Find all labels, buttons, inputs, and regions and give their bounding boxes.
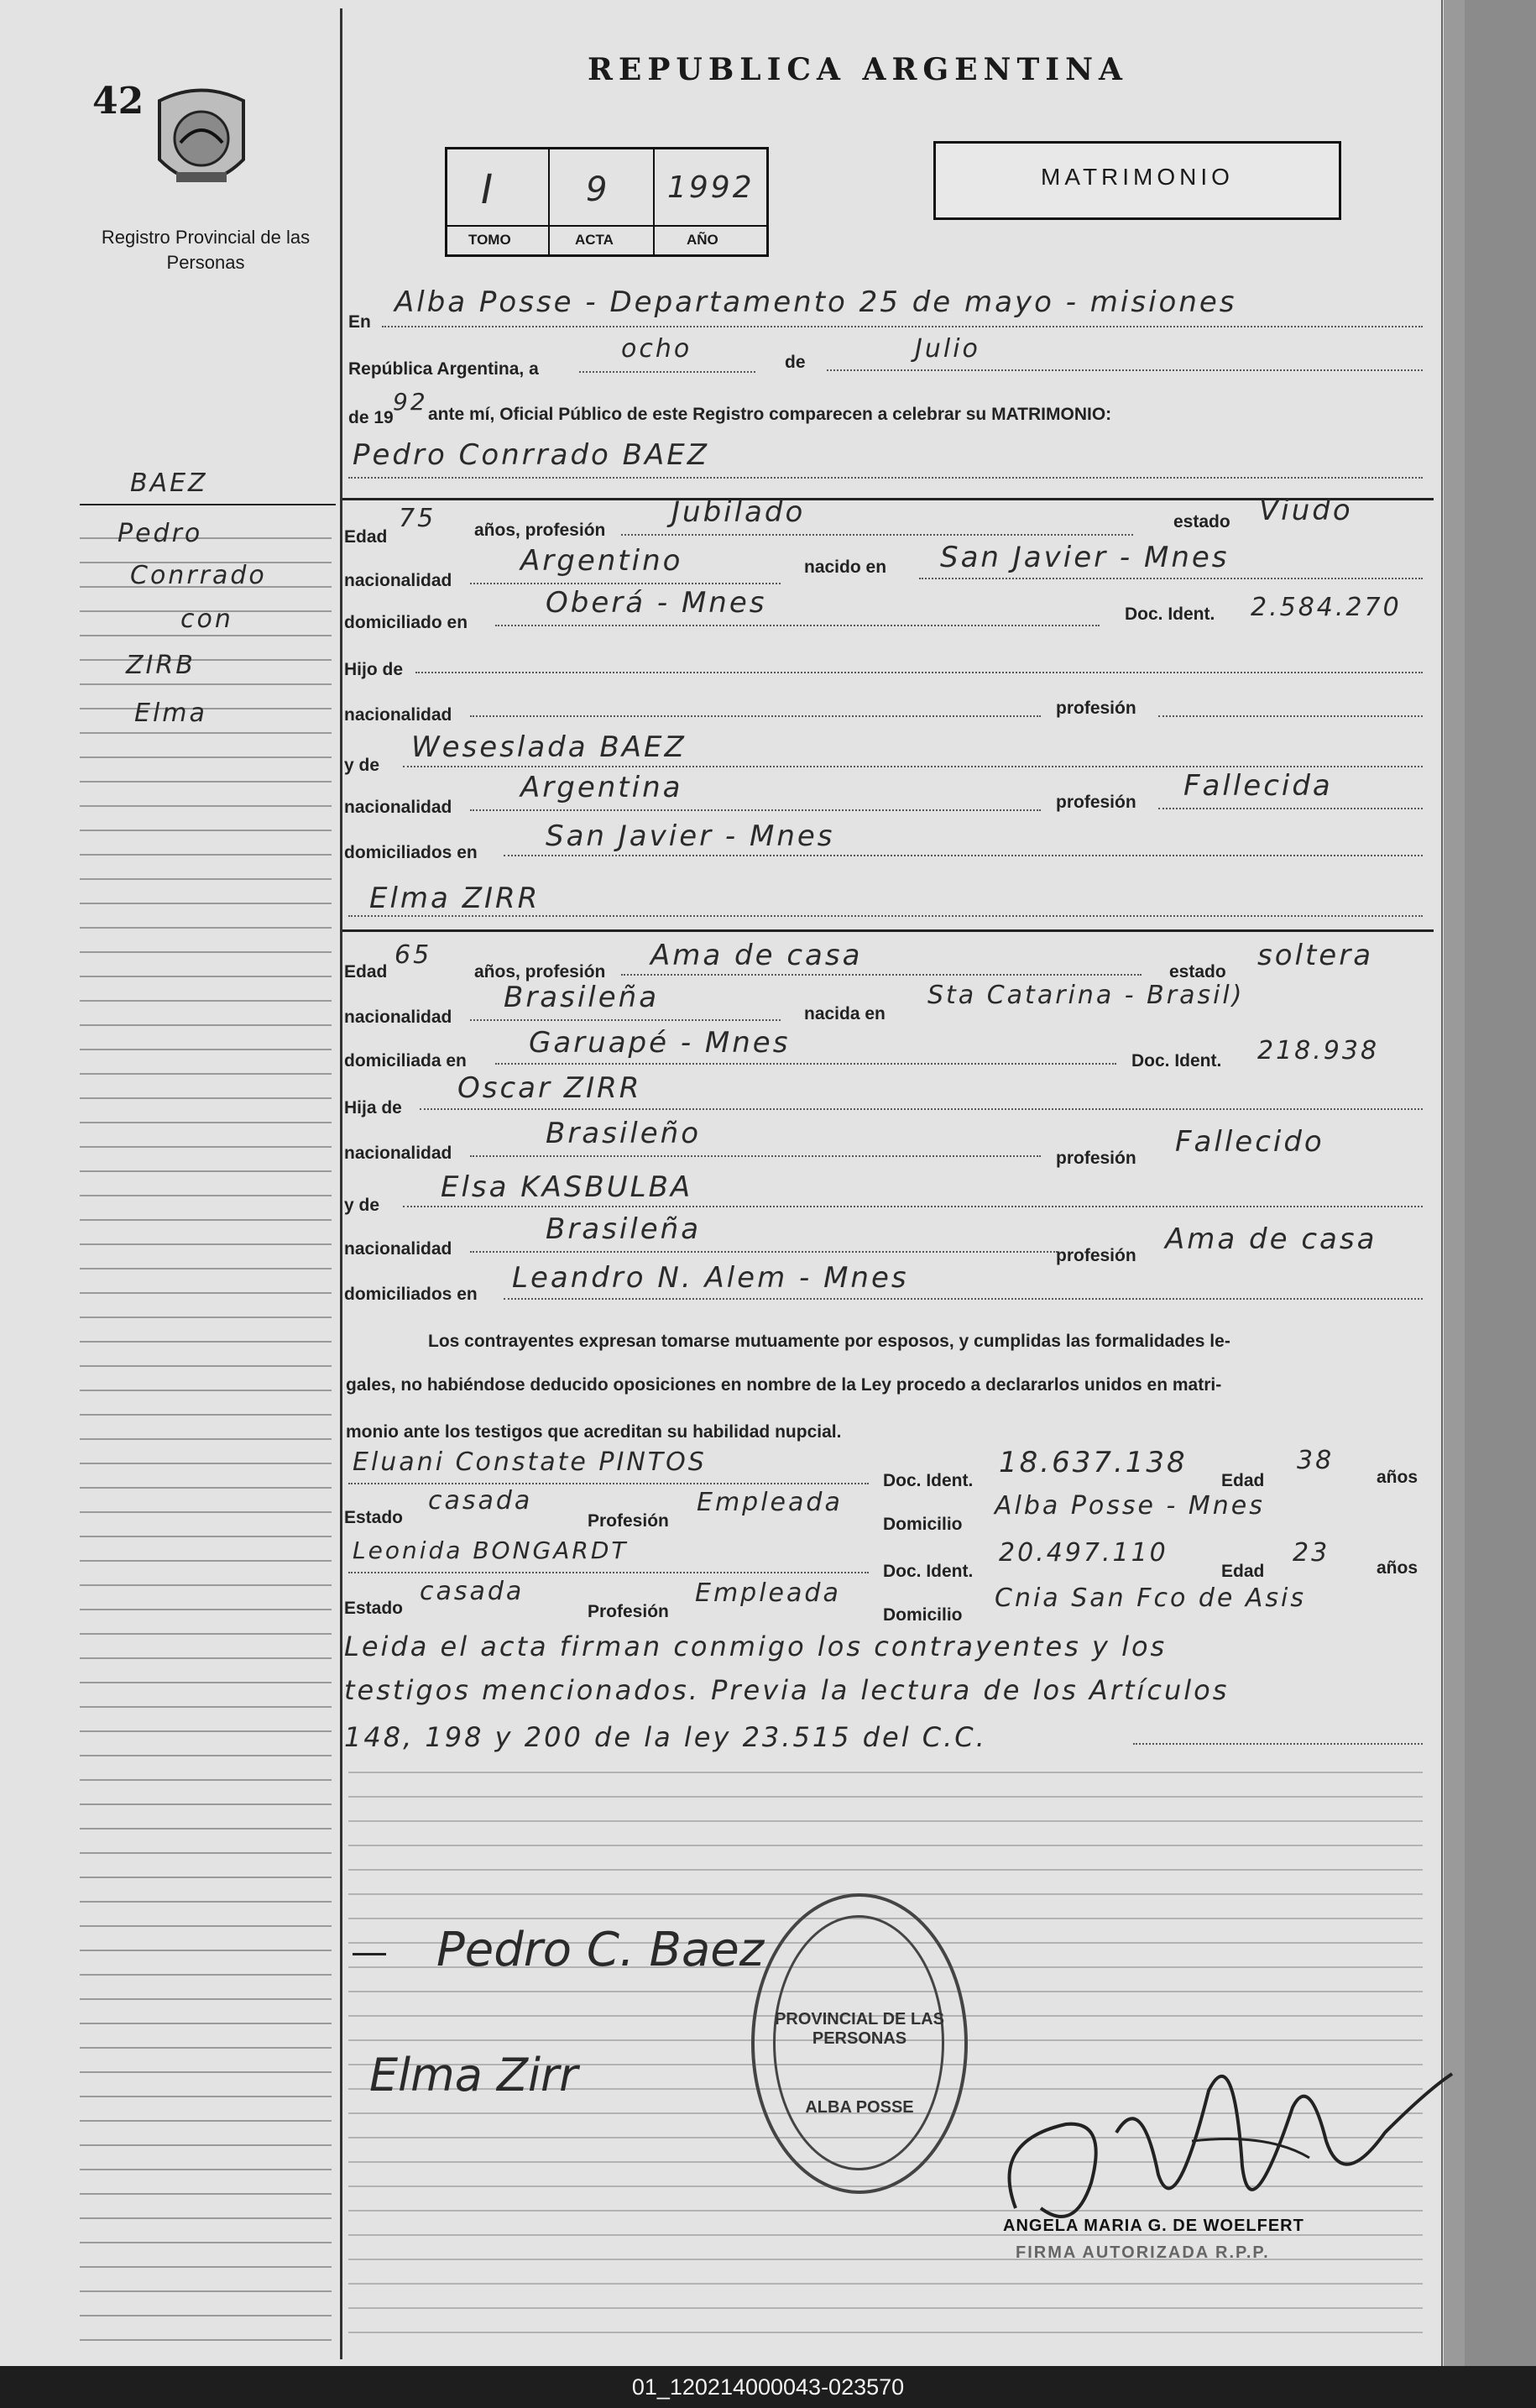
place-line — [382, 326, 1423, 327]
groom-nac-line — [470, 583, 781, 584]
en-label: En — [348, 312, 371, 332]
margin-rule — [80, 2144, 332, 2146]
witness2-edad: 23 — [1293, 1538, 1330, 1568]
margin-rule — [80, 805, 332, 807]
witness2-doc: 20.497.110 — [999, 1538, 1168, 1568]
bride-profesion-label: años, profesión — [474, 962, 606, 982]
bride-prof-line — [621, 974, 1142, 976]
groom-nacmadre-line — [470, 809, 1041, 811]
bride-prof-madre: Ama de casa — [1165, 1222, 1377, 1256]
margin-name-rule — [80, 504, 336, 505]
bride-nacionalidad: Brasileña — [504, 981, 660, 1014]
record-box — [445, 147, 769, 257]
bride-nac-padre: Brasileño — [546, 1117, 702, 1150]
groom-nacpadre-line — [470, 715, 1041, 717]
intro-sentence: ante mí, Oficial Público de este Registro comparecen a celebrar su MATRIMONIO: — [428, 405, 1112, 424]
stamp-text: PROVINCIAL DE LAS PERSONAS — [775, 2010, 944, 2048]
groom-madre-line — [403, 766, 1423, 767]
bride-section-top — [342, 929, 1434, 932]
margin-rule — [80, 2023, 332, 2024]
margin-rule — [80, 659, 332, 661]
groom-edad-label: Edad — [344, 527, 388, 547]
witness1-estado-label: Estado — [344, 1508, 404, 1527]
groom-dompadres-label: domiciliados en — [344, 843, 478, 862]
tomo-label: TOMO — [468, 232, 511, 248]
witness1-prof-label: Profesión — [588, 1511, 669, 1531]
bride-edad-label: Edad — [344, 962, 388, 982]
margin-rule — [80, 2193, 332, 2195]
groom-dom-padres: San Javier - Mnes — [546, 819, 835, 853]
groom-dompadres-line — [504, 855, 1423, 856]
closing-end-line — [1133, 1743, 1423, 1745]
ano-label: AÑO — [687, 232, 718, 248]
closing-line: 148, 198 y 200 de la ley 23.515 del C.C. — [344, 1721, 987, 1753]
margin-rule — [80, 2266, 332, 2268]
groom-profpadre-line — [1158, 715, 1423, 717]
groom-nacido: San Javier - Mnes — [940, 541, 1230, 574]
official-title: FIRMA AUTORIZADA R.P.P. — [1016, 2243, 1270, 2262]
bride-nac-madre: Brasileña — [546, 1212, 702, 1246]
margin-rule — [80, 976, 332, 977]
margin-rule — [80, 1536, 332, 1537]
margin-rule — [80, 1828, 332, 1830]
bride-dom-padres: Leandro N. Alem - Mnes — [512, 1261, 909, 1295]
acta-label: ACTA — [575, 232, 614, 248]
margin-note: ZIRB — [126, 651, 196, 680]
groom-dom-label: domiciliado en — [344, 613, 468, 632]
margin-rule — [80, 1487, 332, 1489]
margin-rule — [80, 1317, 332, 1318]
groom-profmadre-label: profesión — [1056, 793, 1136, 812]
margin-rule — [80, 1463, 332, 1464]
body-rule — [348, 2332, 1423, 2333]
margin-rule — [80, 1803, 332, 1805]
witness2-anos-label: años — [1377, 1558, 1418, 1578]
year-prefix: de 19 — [348, 408, 394, 427]
bride-dom-line — [495, 1063, 1116, 1065]
margin-rule — [80, 1292, 332, 1294]
body-rule — [348, 1893, 1423, 1895]
margin-rule — [80, 2217, 332, 2219]
bride-name: Elma ZIRR — [369, 882, 541, 915]
groom-nac-label: nacionalidad — [344, 571, 452, 590]
bride-estado-label: estado — [1169, 962, 1226, 982]
bride-doc-label: Doc. Ident. — [1131, 1051, 1222, 1071]
groom-doc-label: Doc. Ident. — [1125, 605, 1215, 624]
republica-label: República Argentina, a — [348, 359, 539, 379]
bride-domiciliada: Garuapé - Mnes — [529, 1026, 791, 1060]
day-line — [579, 371, 755, 373]
margin-rule — [80, 1584, 332, 1586]
margin-rule — [80, 1974, 332, 1976]
margin-rule — [80, 1852, 332, 1854]
margin-rule — [80, 1560, 332, 1562]
margin-rule — [80, 1243, 332, 1245]
margin-rule — [80, 781, 332, 783]
margin-rule — [80, 732, 332, 734]
margin-rule — [80, 2315, 332, 2316]
stamp-place: ALBA POSSE — [805, 2098, 914, 2117]
acta-value: 9 — [586, 170, 610, 209]
body-rule — [348, 1820, 1423, 1822]
body-rule — [348, 1869, 1423, 1871]
groom-profesion: Jubilado — [671, 495, 806, 529]
witness2-domicilio: Cnia San Fco de Asis — [995, 1584, 1306, 1613]
bride-hija-label: Hija de — [344, 1098, 402, 1118]
margin-note: Elma — [134, 699, 207, 728]
margin-rule — [80, 951, 332, 953]
witness1-estado: casada — [428, 1486, 533, 1515]
groom-padre-line — [415, 672, 1423, 673]
groom-domiciliado: Oberá - Mnes — [546, 586, 767, 620]
tomo-value: I — [481, 166, 496, 213]
signature-groom: Pedro C. Baez — [436, 1923, 765, 1977]
margin-note: Conrrado — [130, 561, 267, 590]
bride-madre-line — [403, 1206, 1423, 1207]
margin-rule — [80, 1925, 332, 1927]
margin-rule — [80, 927, 332, 929]
margin-rule — [80, 1511, 332, 1513]
witness2-estado-label: Estado — [344, 1599, 404, 1618]
witness1-doc: 18.637.138 — [999, 1446, 1188, 1479]
margin-rule — [80, 1950, 332, 1951]
margin-rule — [80, 1414, 332, 1416]
bride-prof-padre: Fallecido — [1175, 1125, 1324, 1159]
margin-rule — [80, 1755, 332, 1756]
body-rule — [348, 1772, 1423, 1773]
right-border — [1441, 0, 1443, 2366]
margin-rule — [80, 1633, 332, 1635]
image-code: 01_120214000043-023570 — [631, 2374, 905, 2400]
margin-rule — [80, 1706, 332, 1708]
doc-type-box — [933, 141, 1341, 220]
witness2-edad-label: Edad — [1221, 1562, 1265, 1581]
margin-rule — [80, 1682, 332, 1683]
margin-rule — [80, 903, 332, 904]
declaration-line: monio ante los testigos que acreditan su habilidad nupcial. — [346, 1422, 842, 1442]
witness1-name-line — [348, 1483, 869, 1484]
witness1-profesion: Empleada — [697, 1488, 843, 1517]
margin-rule — [80, 2242, 332, 2243]
margin-rule — [80, 1219, 332, 1221]
margin-rule — [80, 2096, 332, 2097]
margin-rule — [80, 1146, 332, 1148]
bride-dom-label: domiciliada en — [344, 1051, 467, 1071]
groom-madre: Weseslada BAEZ — [411, 730, 687, 764]
page-number: 42 — [92, 80, 144, 123]
bride-nacmadre-label: nacionalidad — [344, 1239, 452, 1259]
witness2-name-line — [348, 1572, 869, 1573]
margin-rule — [80, 878, 332, 880]
groom-name: Pedro Conrrado BAEZ — [353, 438, 710, 472]
bride-nacida: Sta Catarina - Brasil) — [927, 981, 1245, 1010]
margin-rule — [80, 1779, 332, 1781]
signature-bride: Elma Zirr — [369, 2049, 578, 2102]
margin-rule — [80, 830, 332, 831]
witness2-estado: casada — [420, 1577, 525, 1606]
groom-edad: 75 — [399, 504, 436, 533]
marriage-place: Alba Posse - Departamento 25 de mayo - misiones — [394, 285, 1237, 319]
margin-rule — [80, 683, 332, 685]
margin-note: BAEZ — [130, 469, 208, 498]
body-rule — [348, 2307, 1423, 2309]
bride-padre: Oscar ZIRR — [457, 1071, 642, 1105]
closing-line: testigos mencionados. Previa la lectura de los Artículos — [344, 1674, 1230, 1706]
margin-divider — [340, 8, 342, 2359]
official-signature-icon — [990, 2040, 1460, 2242]
groom-nac-madre: Argentina — [520, 771, 683, 804]
bride-dompadres-line — [504, 1298, 1423, 1300]
witness1-edad: 38 — [1297, 1446, 1335, 1475]
bride-edad: 65 — [394, 940, 432, 970]
bride-nacpadre-line — [470, 1155, 1041, 1157]
margin-rule — [80, 1097, 332, 1099]
margin-rule — [80, 1877, 332, 1878]
groom-name-line — [348, 477, 1423, 479]
witness2-name: Leonida BONGARDT — [353, 1536, 629, 1564]
book-edge-shadow — [1465, 0, 1536, 2366]
doc-type: MATRIMONIO — [1041, 164, 1234, 190]
margin-rule — [80, 2047, 332, 2049]
margin-rule — [80, 1170, 332, 1172]
groom-nacido-line — [919, 578, 1423, 579]
groom-profpadre-label: profesión — [1056, 699, 1136, 718]
margin-rule — [80, 1024, 332, 1026]
margin-rule — [80, 1122, 332, 1123]
margin-rule — [80, 1657, 332, 1659]
bride-nacida-label: nacida en — [804, 1004, 886, 1023]
margin-rule — [80, 1341, 332, 1343]
registry-name: Registro Provincial de las Personas — [101, 227, 311, 273]
margin-note: con — [180, 605, 233, 634]
body-rule — [348, 1845, 1423, 1846]
marriage-day: ocho — [621, 334, 692, 364]
de-label: de — [785, 353, 806, 372]
witness2-profesion: Empleada — [695, 1578, 841, 1608]
declaration-line: gales, no habiéndose deducido oposiciones en nombre de la Ley procedo a declararlos unidos en matri- — [346, 1375, 1222, 1395]
month-line — [827, 369, 1423, 371]
bride-name-line — [348, 915, 1423, 917]
registry-stamp-icon — [751, 1893, 968, 2194]
groom-estado-label: estado — [1173, 512, 1230, 531]
groom-hijo-label: Hijo de — [344, 660, 404, 679]
margin-rule — [80, 1438, 332, 1440]
groom-profmadre-line — [1158, 808, 1423, 809]
groom-prof-madre: Fallecida — [1183, 769, 1333, 803]
body-rule — [348, 2283, 1423, 2285]
margin-note: Pedro — [118, 519, 203, 548]
witness1-edad-label: Edad — [1221, 1471, 1265, 1490]
groom-nacionalidad: Argentino — [520, 544, 683, 578]
groom-doc: 2.584.270 — [1251, 593, 1402, 622]
bride-nacpadre-label: nacionalidad — [344, 1144, 452, 1163]
bride-dompadres-label: domiciliados en — [344, 1285, 478, 1304]
margin-rule — [80, 854, 332, 856]
bride-profesion: Ama de casa — [650, 939, 863, 972]
margin-rule — [80, 1073, 332, 1075]
closing-line: Leida el acta firman conmigo los contrayentes y los — [344, 1631, 1168, 1662]
margin-rule — [80, 756, 332, 758]
witness1-domicilio: Alba Posse - Mnes — [995, 1491, 1265, 1521]
witness2-prof-label: Profesión — [588, 1602, 669, 1621]
margin-rule — [80, 2120, 332, 2122]
margin-rule — [80, 1000, 332, 1002]
margin-rule — [80, 635, 332, 636]
groom-yde-label: y de — [344, 756, 380, 775]
signature-dash — [353, 1953, 386, 1955]
margin-rule — [80, 2290, 332, 2292]
margin-rule — [80, 1609, 332, 1610]
margin-rule — [80, 1390, 332, 1391]
margin-rule — [80, 1365, 332, 1367]
witness1-doc-label: Doc. Ident. — [883, 1471, 974, 1490]
bride-padre-line — [420, 1108, 1423, 1110]
official-name: ANGELA MARIA G. DE WOELFERT — [1003, 2217, 1304, 2235]
groom-estado: Viudo — [1259, 494, 1353, 527]
margin-rule — [80, 1195, 332, 1196]
misiones-seal-icon — [151, 84, 252, 202]
page-title: REPUBLICA ARGENTINA — [588, 52, 1128, 87]
bride-profpadre-label: profesión — [1056, 1149, 1136, 1168]
bride-doc: 218.938 — [1257, 1036, 1380, 1065]
groom-nacido-label: nacido en — [804, 558, 887, 577]
margin-rule — [80, 2339, 332, 2341]
witness1-anos-label: años — [1377, 1468, 1418, 1487]
body-rule — [348, 1796, 1423, 1798]
margin-rule — [80, 1901, 332, 1903]
groom-dom-line — [495, 625, 1100, 626]
groom-nacmadre-label: nacionalidad — [344, 798, 452, 817]
groom-profesion-label: años, profesión — [474, 521, 606, 540]
bride-nac-label: nacionalidad — [344, 1008, 452, 1027]
witness1-dom-label: Domicilio — [883, 1515, 963, 1534]
witness1-name: Eluani Constate PINTOS — [353, 1447, 707, 1477]
margin-rule — [80, 1049, 332, 1050]
bride-yde-label: y de — [344, 1196, 380, 1215]
marriage-month: Julio — [915, 334, 980, 364]
margin-rule — [80, 1730, 332, 1732]
witness2-doc-label: Doc. Ident. — [883, 1562, 974, 1581]
bride-estado: soltera — [1257, 939, 1374, 972]
ano-value: 1992 — [667, 170, 755, 205]
witness2-dom-label: Domicilio — [883, 1605, 963, 1625]
margin-rule — [80, 1268, 332, 1269]
groom-prof-line — [621, 534, 1133, 536]
declaration-line: Los contrayentes expresan tomarse mutuamente por esposos, y cumplidas las formalidades le- — [428, 1332, 1230, 1351]
bride-profmadre-label: profesión — [1056, 1246, 1136, 1265]
bride-madre: Elsa KASBULBA — [441, 1170, 693, 1204]
bride-nac-line — [470, 1019, 781, 1021]
groom-nacpadre-label: nacionalidad — [344, 705, 452, 725]
margin-rule — [80, 2169, 332, 2170]
margin-rule — [80, 1998, 332, 2000]
year-suffix: 92 — [393, 388, 428, 416]
bride-nacmadre-line — [470, 1251, 1058, 1253]
margin-rule — [80, 2071, 332, 2073]
